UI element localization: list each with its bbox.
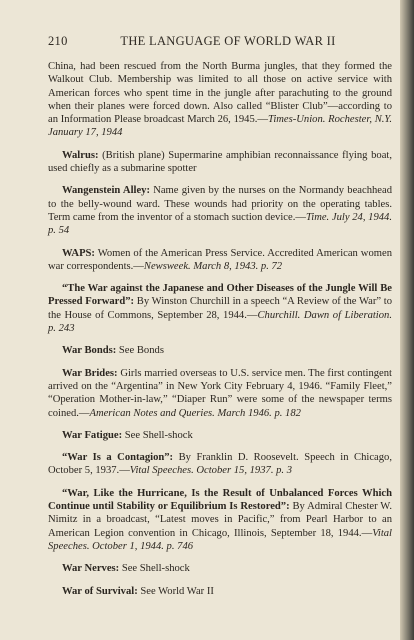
entry-source: Churchill. Dawn of Liberation. p. 243: [48, 309, 392, 335]
entry-text: (British plane) Supermarine amphibian reconnaissance flying boat, used chiefly as a submarine spotter: [48, 149, 392, 175]
entry-headword: War Fatigue:: [62, 429, 123, 441]
dictionary-entry: [48, 562, 392, 575]
entry-source: Vital Speeches. October 1, 1944. p. 746: [48, 527, 392, 552]
running-title: THE LANGUAGE OF WORLD WAR II: [120, 34, 336, 48]
entry-text: China, had been rescued from the North Burma jungles, that they formed the Walkout Club. Membership was limited to all those on active service with American forces who spent time in the jungle after parachuting to the ground when their planes were forced down. Also called “Blister Club”—according to an Information Please broadcast March 26, 1945.—: [48, 61, 392, 126]
continued-entry: [48, 60, 392, 140]
dictionary-entry: [48, 367, 392, 420]
entry-headword: “The War against the Japanese and Other Diseases of the Jungle Will Be Pressed Forward”:: [48, 283, 392, 308]
entry-source: Time. July 24, 1944. p. 54: [48, 211, 393, 237]
entry-headword: WAPS:: [62, 247, 95, 259]
dictionary-entry: [48, 247, 392, 274]
entry-text: See Shell-shock: [122, 429, 193, 441]
page-edge-shadow: [400, 0, 414, 640]
entry-text: Name given by the nurses on the Normandy beachhead to the belly-wound ward. These wounds had priority on the operating tables. Term came from the inventor of a stomach suction device.—: [48, 185, 392, 223]
entry-text: By Admiral Chester W. Nimitz in a broadcast, “Latest moves in Pacific,” from Pearl Harbor to an American Legion convention in Chicago, Illinois, September 18, 1944.—: [48, 501, 392, 539]
entry-text: By Franklin D. Roosevelt. Speech in Chicago, October 5, 1937.—: [48, 452, 392, 477]
entry-text: See World War II: [137, 585, 214, 597]
page-body: [48, 60, 392, 607]
entry-source: Vital Speeches. October 15, 1937. p. 3: [129, 465, 293, 477]
dictionary-entry: [48, 149, 392, 176]
entry-text: See Shell-shock: [119, 563, 190, 575]
entry-text: Girls married overseas to U.S. service men. The first contingent arrived on the “Argentina” in New York City February 4, 1946. “Family Fleet,” “Operation Mother-in-law,” “Diaper Run” were some of the newspaper terms coined.—: [48, 367, 392, 419]
entry-headword: War Nerves:: [62, 563, 120, 575]
dictionary-entry: [48, 184, 392, 237]
entry-headword: War Bonds:: [62, 345, 117, 357]
entry-text: By Winston Churchill in a speech “A Review of the War” to the House of Commons, September 28, 1944.—: [48, 296, 393, 321]
dictionary-entry: [48, 487, 392, 553]
entry-text: Women of the American Press Service. Accredited American women war correspondents.—: [48, 247, 392, 272]
page-number: 210: [48, 34, 68, 48]
entry-text: See Bonds: [116, 345, 164, 357]
entry-headword: “War Is a Contagion”:: [62, 452, 174, 464]
dictionary-entry: [48, 282, 392, 335]
dictionary-entry: [48, 585, 392, 598]
entry-headword: War Brides:: [62, 367, 118, 379]
dictionary-entry: [48, 344, 392, 357]
dictionary-entry: [48, 429, 392, 442]
dictionary-entry: [48, 451, 392, 478]
entry-source: Newsweek. March 8, 1943. p. 72: [143, 260, 283, 272]
entry-headword: Walrus:: [62, 149, 99, 161]
entry-headword: “War, Like the Hurricane, Is the Result of Unbalanced Forces Which Continue until Stability or Equilibrium Is Restored”:: [48, 487, 392, 513]
entry-headword: Wangenstein Alley:: [62, 185, 150, 197]
entry-headword: War of Survival:: [62, 585, 138, 597]
entry-source: Times-Union. Rochester, N.Y. January 17, 1944: [48, 114, 392, 139]
entry-source: American Notes and Queries. March 1946. p. 182: [89, 407, 301, 419]
